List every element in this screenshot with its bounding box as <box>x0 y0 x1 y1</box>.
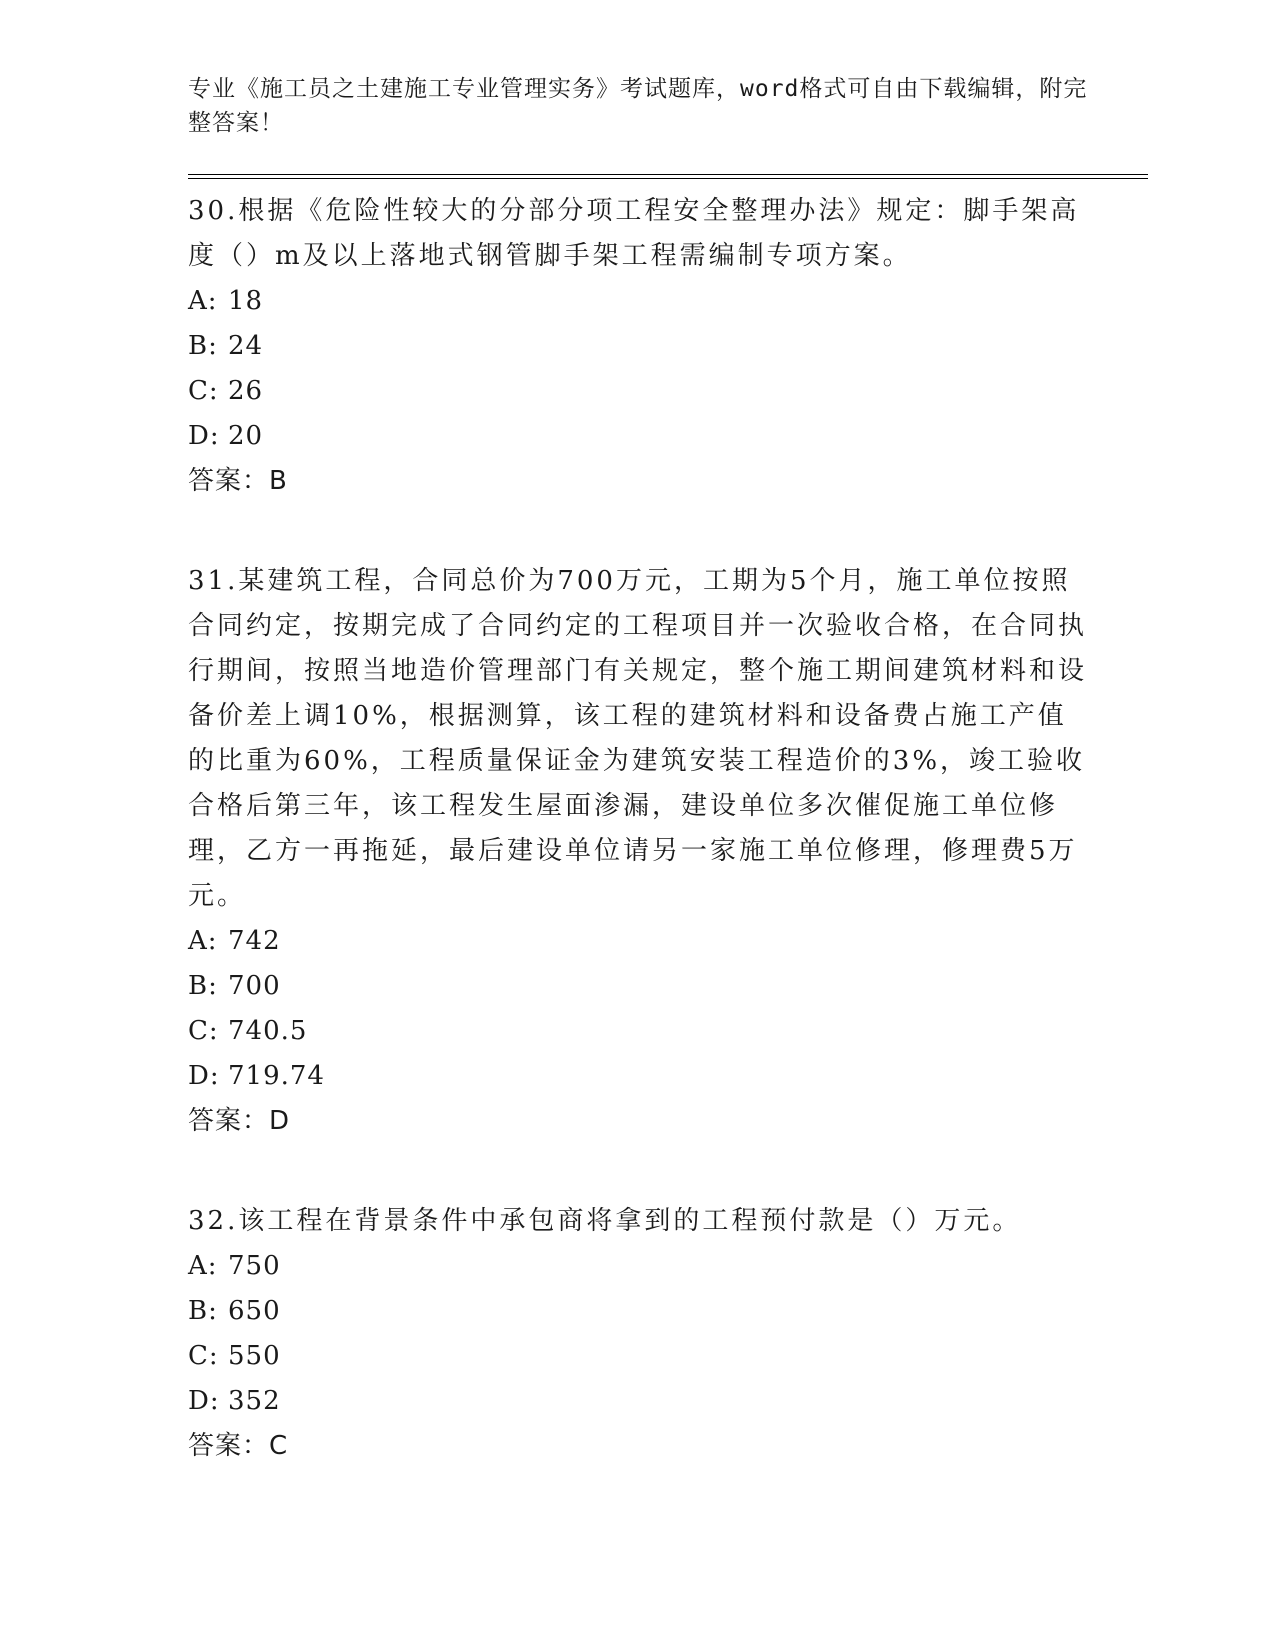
option-a <box>188 1244 1148 1289</box>
question-31 <box>188 559 1148 1144</box>
option-letter: C: <box>188 376 219 406</box>
option-value: 550 <box>228 1341 281 1371</box>
option-d <box>188 1054 1148 1099</box>
option-letter: D: <box>188 421 220 451</box>
option-value: 26 <box>228 376 264 406</box>
option-value: 352 <box>228 1386 281 1416</box>
spacer <box>188 1144 1148 1189</box>
question-32 <box>188 1199 1148 1469</box>
option-value: 700 <box>228 971 281 1001</box>
option-letter: A: <box>188 286 218 316</box>
option-b <box>188 1289 1148 1334</box>
option-value: 650 <box>228 1296 281 1326</box>
document-page <box>188 72 1148 1469</box>
option-letter: B: <box>188 971 218 1001</box>
answer-line: 答案：B <box>188 466 288 496</box>
option-letter: D: <box>188 1386 220 1416</box>
option-a <box>188 279 1148 324</box>
option-value: 742 <box>228 926 281 956</box>
answer-line: 答案：C <box>188 1431 289 1461</box>
option-letter: A: <box>188 1251 218 1281</box>
option-value: 740.5 <box>228 1016 308 1046</box>
option-c <box>188 1009 1148 1054</box>
option-d <box>188 1379 1148 1424</box>
question-text: 32.该工程在背景条件中承包商将拿到的工程预付款是（）万元。 <box>188 1206 1022 1236</box>
document-intro: 专业《施工员之土建施工专业管理实务》考试题库，word格式可自由下载编辑，附完整答案！ <box>188 76 1088 136</box>
option-a <box>188 919 1148 964</box>
option-value: 750 <box>228 1251 281 1281</box>
answer-line: 答案：D <box>188 1106 291 1136</box>
option-letter: B: <box>188 1296 218 1326</box>
option-letter: D: <box>188 1061 220 1091</box>
option-c <box>188 369 1148 414</box>
option-d <box>188 414 1148 459</box>
header-divider <box>188 174 1148 179</box>
option-letter: C: <box>188 1016 219 1046</box>
option-value: 20 <box>228 421 264 451</box>
option-letter: B: <box>188 331 218 361</box>
option-letter: C: <box>188 1341 219 1371</box>
question-text: 31.某建筑工程，合同总价为700万元，工期为5个月，施工单位按照合同约定，按期完成了合同约定的工程项目并一次验收合格，在合同执行期间，按照当地造价管理部门有关规定，整个施工期间建筑材料和设备价差上调10%，根据测算，该工程的建筑材料和设备费占施工产值的比重为60%，工程质量保证金为建筑安装工程造价的3%，竣工验收合格后第三年，该工程发生屋面渗漏，建设单位多次催促施工单位修理，乙方一再拖延，最后建设单位请另一家施工单位修理，修理费5万元。 <box>188 566 1088 911</box>
option-value: 18 <box>228 286 264 316</box>
question-30 <box>188 189 1148 504</box>
option-letter: A: <box>188 926 218 956</box>
option-b <box>188 964 1148 1009</box>
option-b <box>188 324 1148 369</box>
option-value: 24 <box>228 331 264 361</box>
option-c <box>188 1334 1148 1379</box>
option-value: 719.74 <box>228 1061 325 1091</box>
question-text: 30.根据《危险性较大的分部分项工程安全整理办法》规定：脚手架高度（）m及以上落地式钢管脚手架工程需编制专项方案。 <box>188 196 1080 271</box>
spacer <box>188 504 1148 549</box>
